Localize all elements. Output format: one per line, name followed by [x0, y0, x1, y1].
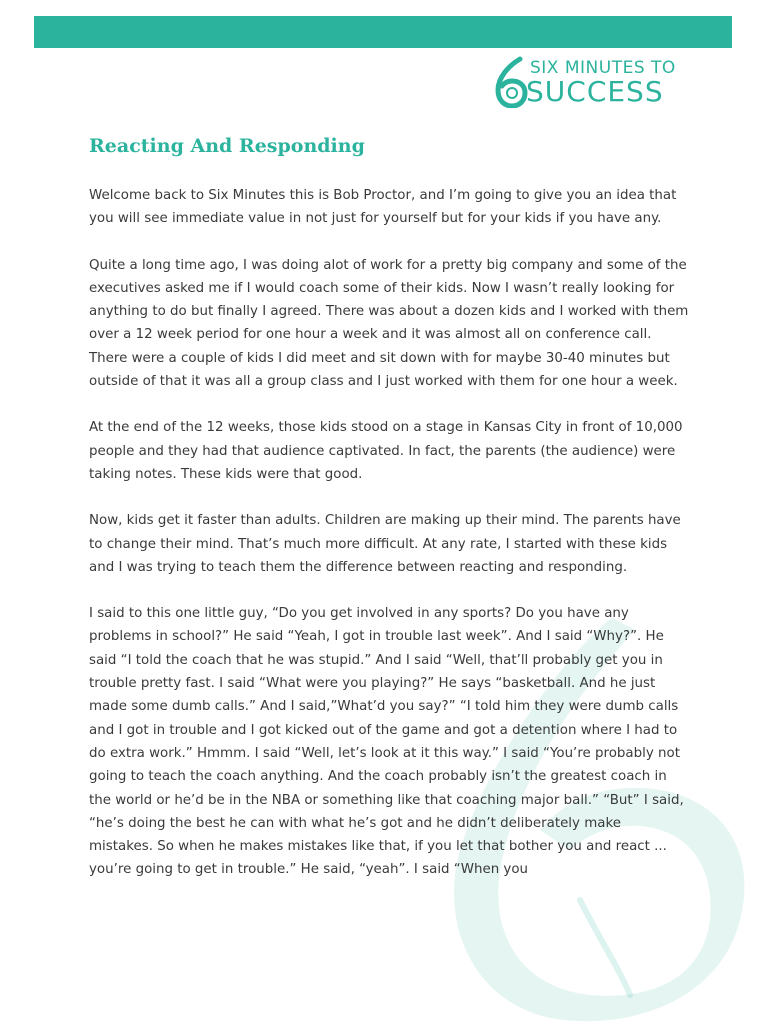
- logo-tagline: SIX MINUTES TO: [530, 58, 676, 78]
- article-paragraph: At the end of the 12 weeks, those kids stood on a stage in Kansas City in front of 10,000 people and they had that audience captivated. In fact, the parents (the audience) were taking notes. These kids were that good.: [89, 420, 683, 482]
- article-title: Reacting And Responding: [89, 135, 365, 157]
- brand-logo: [494, 56, 684, 110]
- article-paragraph: Now, kids get it faster than adults. Children are making up their mind. The parents have to change their mind. That’s much more difficult. At any rate, I started with these kids and I was trying to teach them the difference between reacting and responding.: [89, 513, 681, 575]
- logo-wordmark: SUCCESS: [526, 75, 664, 108]
- article-paragraph: Welcome back to Six Minutes this is Bob Proctor, and I’m going to give you an idea that you will see immediate value in not just for yourself but for your kids if you have any.: [89, 188, 677, 227]
- article-paragraph: I said to this one little guy, “Do you get involved in any sports? Do you have any problems in school?” He said “Yeah, I got in trouble last week”. And I said “Why?”. He said “I told the coach that he was stupid.” And I said “Well, that’ll probably get you in trouble pretty fast. I said “What were you playing?” He says “basketball. And he just made some dumb calls.” And I said,”What’d you say?” “I told him they were dumb calls and I got in trouble and I got kicked out of the game and got a detention where I had to do extra work.” Hmmm. I said “Well, let’s look at it this way.” I said “You’re probably not going to teach the coach anything. And the coach probably isn’t the greatest coach in the world or he’d be in the NBA or something like that coaching major ball.” “But” I said, “he’s doing the best he can with what he’s got and he didn’t deliberately make mistakes. So when he makes mistakes like that, if you let that bother you and react ... you’re going to get in trouble.” He said, “yeah”. I said “When you: [89, 606, 684, 878]
- article: [89, 132, 689, 905]
- article-paragraph: Quite a long time ago, I was doing alot of work for a pretty big company and some of the executives asked me if I would coach some of their kids. Now I wasn’t really looking for anything to do but finally I agreed. There was about a dozen kids and I worked with them over a 12 week period for one hour a week and it was almost all on conference call. There were a couple of kids I did meet and sit down with for maybe 30-40 minutes but outside of that it was all a group class and I just worked with them for one hour a week.: [89, 257, 689, 390]
- header-bar: [34, 16, 732, 48]
- six-logo-icon: [494, 56, 528, 108]
